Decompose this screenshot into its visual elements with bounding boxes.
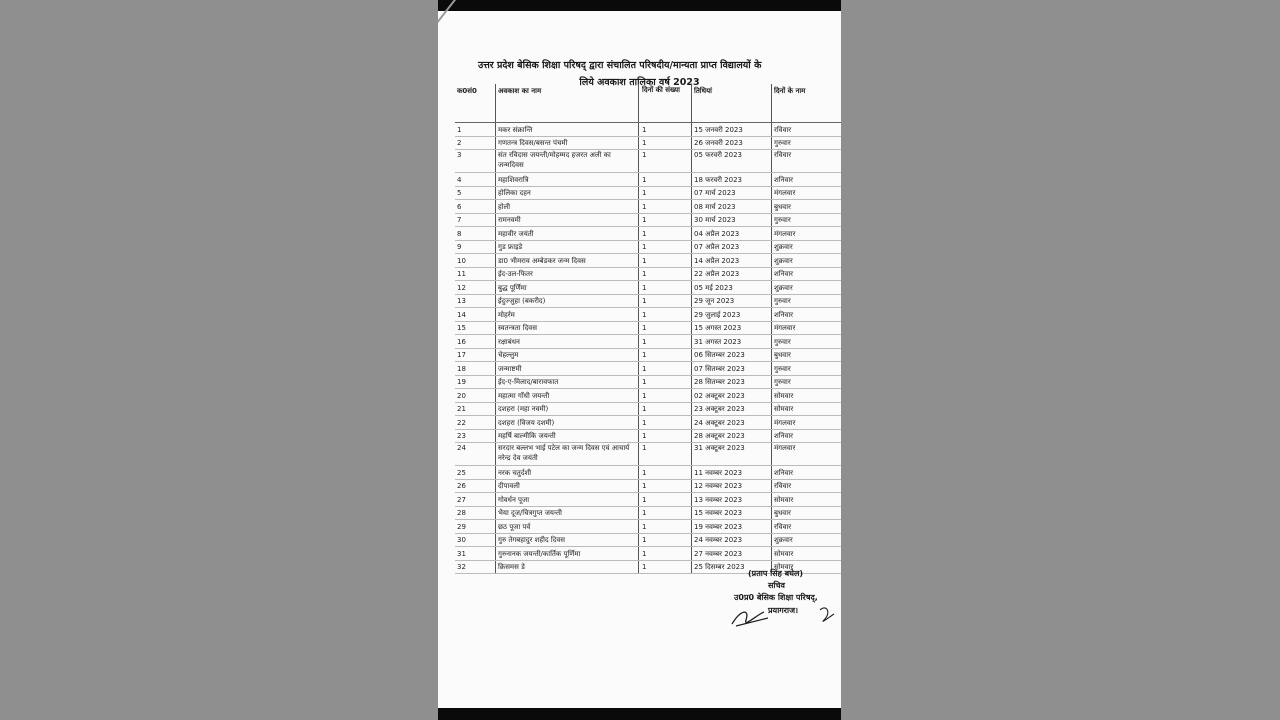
day-count-cell: 1	[639, 348, 692, 362]
day-count-cell: 1	[639, 294, 692, 308]
holiday-name-cell: महात्मा गाँधी जयन्ती	[496, 389, 639, 403]
day-name-cell: शनिवार	[772, 308, 842, 322]
day-count-cell: 1	[639, 533, 692, 547]
holiday-name-cell: गुड फ्राइडे	[496, 240, 639, 254]
day-count-cell: 1	[639, 123, 692, 137]
holiday-name-cell: भैया दूज/चित्रगुप्त जयन्ती	[496, 506, 639, 520]
table-row	[455, 362, 841, 376]
day-name-cell: शुक्रवार	[772, 533, 842, 547]
serial-cell: 5	[455, 186, 496, 200]
holiday-name-cell: दशहरा (महा नवमी)	[496, 402, 639, 416]
serial-cell: 3	[455, 150, 496, 173]
header-day-name: दिनों के नाम	[772, 84, 842, 123]
table-row	[455, 173, 841, 187]
serial-cell: 31	[455, 547, 496, 561]
day-name-cell: सोमवार	[772, 560, 842, 574]
holiday-name-cell: महर्षि बाल्मीकि जयन्ती	[496, 429, 639, 443]
table-row	[455, 533, 841, 547]
table-row	[455, 123, 841, 137]
day-name-cell: सोमवार	[772, 389, 842, 403]
header-date: तिथियां	[692, 84, 772, 123]
day-name-cell: रविवार	[772, 479, 842, 493]
day-name-cell: बुधवार	[772, 348, 842, 362]
date-cell: 11 नवम्बर 2023	[692, 466, 772, 480]
day-count-cell: 1	[639, 389, 692, 403]
day-count-cell: 1	[639, 335, 692, 349]
day-count-cell: 1	[639, 321, 692, 335]
day-name-cell: शुक्रवार	[772, 254, 842, 268]
serial-cell: 9	[455, 240, 496, 254]
day-count-cell: 1	[639, 362, 692, 376]
serial-cell: 8	[455, 227, 496, 241]
table-row	[455, 281, 841, 295]
serial-cell: 19	[455, 375, 496, 389]
top-black-bar	[438, 0, 841, 11]
day-name-cell: गुरुवार	[772, 136, 842, 150]
day-count-cell: 1	[639, 308, 692, 322]
day-count-cell: 1	[639, 443, 692, 466]
holiday-name-cell: चेहल्लुम	[496, 348, 639, 362]
table-row	[455, 213, 841, 227]
day-count-cell: 1	[639, 227, 692, 241]
serial-cell: 14	[455, 308, 496, 322]
day-count-cell: 1	[639, 150, 692, 173]
date-cell: 14 अप्रैल 2023	[692, 254, 772, 268]
date-cell: 29 जुलाई 2023	[692, 308, 772, 322]
holiday-name-cell: गोवर्धन पूजा	[496, 493, 639, 507]
date-cell: 07 सितम्बर 2023	[692, 362, 772, 376]
day-name-cell: रविवार	[772, 123, 842, 137]
day-name-cell: सोमवार	[772, 547, 842, 561]
date-cell: 18 फरवरी 2023	[692, 173, 772, 187]
day-count-cell: 1	[639, 281, 692, 295]
day-count-cell: 1	[639, 213, 692, 227]
table-row	[455, 240, 841, 254]
day-count-cell: 1	[639, 173, 692, 187]
date-cell: 02 अक्टूबर 2023	[692, 389, 772, 403]
serial-cell: 29	[455, 520, 496, 534]
date-cell: 23 अक्टूबर 2023	[692, 402, 772, 416]
table-row	[455, 429, 841, 443]
serial-cell: 6	[455, 200, 496, 214]
holiday-name-cell: संत रविदास जयन्ती/मोहम्मद हजरत अली का जन्मदिवस	[496, 150, 639, 173]
serial-cell: 26	[455, 479, 496, 493]
serial-cell: 20	[455, 389, 496, 403]
table-row	[455, 479, 841, 493]
table-row	[455, 402, 841, 416]
day-count-cell: 1	[639, 466, 692, 480]
serial-cell: 1	[455, 123, 496, 137]
date-cell: 31 अगस्त 2023	[692, 335, 772, 349]
table-row	[455, 267, 841, 281]
date-cell: 12 नवम्बर 2023	[692, 479, 772, 493]
table-row	[455, 443, 841, 466]
document-title-line-1: उत्तर प्रदेश बेसिक शिक्षा परिषद् द्वारा संचालित परिषदीय/मान्यता प्राप्त विद्यालयों के	[478, 60, 762, 71]
day-name-cell: शनिवार	[772, 267, 842, 281]
holiday-name-cell: रामनवमी	[496, 213, 639, 227]
holiday-name-cell: गुरु तेगबहादुर शहीद दिवस	[496, 533, 639, 547]
day-name-cell: सोमवार	[772, 493, 842, 507]
holiday-name-cell: नरक चतुर्दशी	[496, 466, 639, 480]
day-count-cell: 1	[639, 493, 692, 507]
serial-cell: 13	[455, 294, 496, 308]
serial-cell: 18	[455, 362, 496, 376]
day-name-cell: मंगलवार	[772, 227, 842, 241]
day-count-cell: 1	[639, 506, 692, 520]
holiday-name-cell: क्रिसमस डे	[496, 560, 639, 574]
holiday-name-cell: होलिका दहन	[496, 186, 639, 200]
date-cell: 19 नवम्बर 2023	[692, 520, 772, 534]
holiday-table	[455, 84, 841, 574]
table-header-row	[455, 84, 841, 123]
day-count-cell: 1	[639, 560, 692, 574]
holiday-name-cell: बुद्ध पूर्णिमा	[496, 281, 639, 295]
holiday-name-cell: ईदुज्जुहा (बकरीद)	[496, 294, 639, 308]
holiday-name-cell: ईद-उल-फितर	[496, 267, 639, 281]
day-name-cell: गुरुवार	[772, 335, 842, 349]
handwritten-signature	[728, 600, 838, 630]
day-name-cell: मंगलवार	[772, 443, 842, 466]
day-name-cell: शनिवार	[772, 173, 842, 187]
day-name-cell: मंगलवार	[772, 186, 842, 200]
serial-cell: 21	[455, 402, 496, 416]
serial-cell: 16	[455, 335, 496, 349]
day-count-cell: 1	[639, 254, 692, 268]
serial-cell: 27	[455, 493, 496, 507]
holiday-name-cell: सरदार बल्लभ भाई पटेल का जन्म दिवस एवं आचार्य नरेन्द्र देव जयंती	[496, 443, 639, 466]
serial-cell: 15	[455, 321, 496, 335]
day-name-cell: सोमवार	[772, 402, 842, 416]
serial-cell: 17	[455, 348, 496, 362]
table-row	[455, 150, 841, 173]
table-row	[455, 200, 841, 214]
signatory-name: (प्रताप सिंह बघेल)	[748, 569, 804, 578]
day-name-cell: रविवार	[772, 520, 842, 534]
serial-cell: 22	[455, 416, 496, 430]
date-cell: 24 नवम्बर 2023	[692, 533, 772, 547]
date-cell: 13 नवम्बर 2023	[692, 493, 772, 507]
day-name-cell: गुरुवार	[772, 294, 842, 308]
holiday-name-cell: ईद-ए-मिलाद/बारावफात	[496, 375, 639, 389]
day-name-cell: मंगलवार	[772, 416, 842, 430]
serial-cell: 25	[455, 466, 496, 480]
holiday-name-cell: मोहर्रम	[496, 308, 639, 322]
table-row	[455, 136, 841, 150]
day-name-cell: गुरुवार	[772, 375, 842, 389]
date-cell: 28 सितम्बर 2023	[692, 375, 772, 389]
date-cell: 25 दिसम्बर 2023	[692, 560, 772, 574]
day-name-cell: रविवार	[772, 150, 842, 173]
table-row	[455, 493, 841, 507]
date-cell: 15 अगस्त 2023	[692, 321, 772, 335]
signatory-designation: सचिव	[768, 581, 786, 590]
day-count-cell: 1	[639, 429, 692, 443]
table-row	[455, 294, 841, 308]
date-cell: 06 सितम्बर 2023	[692, 348, 772, 362]
date-cell: 27 नवम्बर 2023	[692, 547, 772, 561]
day-count-cell: 1	[639, 136, 692, 150]
bottom-black-bar	[438, 708, 841, 720]
table-row	[455, 389, 841, 403]
date-cell: 24 अक्टूबर 2023	[692, 416, 772, 430]
serial-cell: 23	[455, 429, 496, 443]
serial-cell: 32	[455, 560, 496, 574]
day-count-cell: 1	[639, 240, 692, 254]
day-count-cell: 1	[639, 520, 692, 534]
date-cell: 30 मार्च 2023	[692, 213, 772, 227]
day-count-cell: 1	[639, 186, 692, 200]
day-name-cell: मंगलवार	[772, 321, 842, 335]
serial-cell: 2	[455, 136, 496, 150]
table-row	[455, 506, 841, 520]
holiday-name-cell: छठ पूजा पर्व	[496, 520, 639, 534]
day-name-cell: शनिवार	[772, 429, 842, 443]
serial-cell: 10	[455, 254, 496, 268]
table-row	[455, 227, 841, 241]
date-cell: 15 नवम्बर 2023	[692, 506, 772, 520]
date-cell: 31 अक्टूबर 2023	[692, 443, 772, 466]
header-holiday-name: अवकाश का नाम	[496, 84, 639, 123]
holiday-name-cell: गणतन्त्र दिवस/बसन्त पंचमी	[496, 136, 639, 150]
serial-cell: 28	[455, 506, 496, 520]
table-row	[455, 186, 841, 200]
date-cell: 04 अप्रैल 2023	[692, 227, 772, 241]
date-cell: 29 जून 2023	[692, 294, 772, 308]
day-name-cell: शुक्रवार	[772, 281, 842, 295]
day-name-cell: बुधवार	[772, 200, 842, 214]
serial-cell: 4	[455, 173, 496, 187]
date-cell: 05 फरवरी 2023	[692, 150, 772, 173]
serial-cell: 24	[455, 443, 496, 466]
date-cell: 26 जनवरी 2023	[692, 136, 772, 150]
table-row	[455, 308, 841, 322]
day-name-cell: बुधवार	[772, 506, 842, 520]
day-count-cell: 1	[639, 267, 692, 281]
table-row	[455, 520, 841, 534]
document-title-line-2: लिये अवकाश तालिका वर्ष 2023	[579, 77, 700, 88]
day-count-cell: 1	[639, 375, 692, 389]
serial-cell: 12	[455, 281, 496, 295]
holiday-name-cell: रक्षाबंधन	[496, 335, 639, 349]
day-count-cell: 1	[639, 416, 692, 430]
table-row	[455, 547, 841, 561]
holiday-name-cell: स्वतन्त्रता दिवस	[496, 321, 639, 335]
signatory-office: उ0प्र0 बेसिक शिक्षा परिषद्,	[734, 593, 818, 602]
holiday-name-cell: मकर संक्रान्ति	[496, 123, 639, 137]
holiday-name-cell: महावीर जयंती	[496, 227, 639, 241]
table-row	[455, 335, 841, 349]
table-row	[455, 348, 841, 362]
document-page	[438, 0, 841, 720]
holiday-name-cell: दशहरा (विजय दशमी)	[496, 416, 639, 430]
serial-cell: 7	[455, 213, 496, 227]
table-row	[455, 321, 841, 335]
date-cell: 15 जनवरी 2023	[692, 123, 772, 137]
holiday-name-cell: डा0 भीमराव अम्बेडकर जन्म दिवस	[496, 254, 639, 268]
date-cell: 28 अक्टूबर 2023	[692, 429, 772, 443]
signatory-city: प्रयागराज।	[768, 606, 799, 615]
date-cell: 08 मार्च 2023	[692, 200, 772, 214]
day-name-cell: गुरुवार	[772, 362, 842, 376]
header-serial: क0सं0	[455, 84, 496, 123]
serial-cell: 11	[455, 267, 496, 281]
day-name-cell: गुरुवार	[772, 213, 842, 227]
holiday-name-cell: गुरुनानक जयन्ती/कार्तिक पूर्णिमा	[496, 547, 639, 561]
table-row	[455, 254, 841, 268]
day-name-cell: शनिवार	[772, 466, 842, 480]
day-count-cell: 1	[639, 200, 692, 214]
day-count-cell: 1	[639, 479, 692, 493]
table-row	[455, 466, 841, 480]
date-cell: 07 अप्रैल 2023	[692, 240, 772, 254]
table-row	[455, 375, 841, 389]
header-day-count: दिनों की संख्या	[639, 84, 692, 123]
holiday-name-cell: महाशिवरात्रि	[496, 173, 639, 187]
table-body	[455, 123, 841, 574]
holiday-name-cell: दीपावली	[496, 479, 639, 493]
date-cell: 22 अप्रैल 2023	[692, 267, 772, 281]
table-row	[455, 416, 841, 430]
holiday-name-cell: होली	[496, 200, 639, 214]
day-count-cell: 1	[639, 547, 692, 561]
serial-cell: 30	[455, 533, 496, 547]
date-cell: 05 मई 2023	[692, 281, 772, 295]
day-count-cell: 1	[639, 402, 692, 416]
date-cell: 07 मार्च 2023	[692, 186, 772, 200]
holiday-name-cell: जन्माष्टमी	[496, 362, 639, 376]
day-name-cell: शुक्रवार	[772, 240, 842, 254]
